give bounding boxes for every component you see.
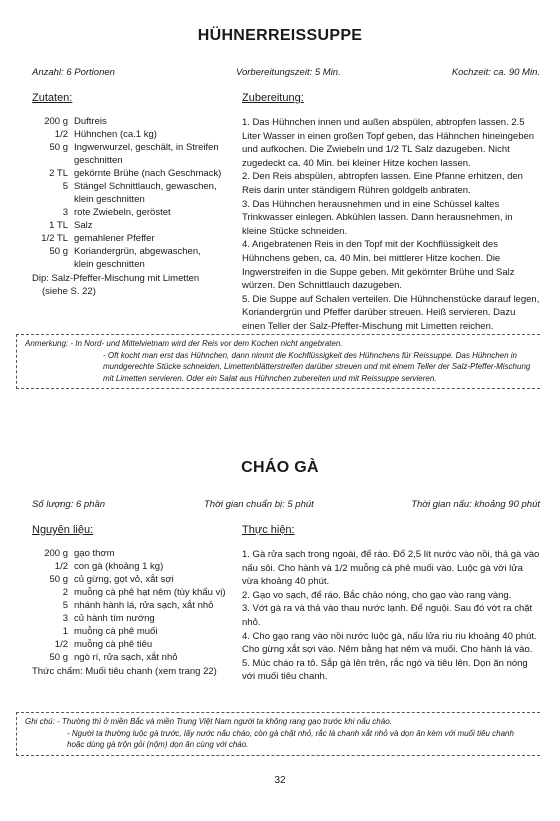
- ingredient-qty: 2 TL: [49, 168, 68, 179]
- step-text: 4. Angebratenen Reis in den Topf mit der Kochflüssigkeit des Hühnchens geben, ca. 40 Min. bei mittlerer Hitze kochen. Die Ingwerstreifen in die Suppe geben. Mit gekörnter Brühe und Salz würzen. Den Schnittlauch dazugeben.: [242, 239, 515, 292]
- step-text: 5. Múc cháo ra tô. Sắp gà lên trên, rắc ngò và tiêu lên. Dọn ăn nóng với muối tiêu chanh.: [242, 657, 528, 683]
- ingredient-row: [32, 167, 232, 180]
- ingredient-row: [32, 219, 232, 232]
- ingredient-name: Koriandergrün, abgewaschen,: [74, 246, 201, 257]
- ingredient-name: geschnitten: [74, 155, 123, 166]
- ingredient-row: [32, 547, 232, 560]
- ingredient-row: [32, 560, 232, 573]
- ingredient-row: [32, 258, 232, 271]
- ingredient-row: [32, 193, 232, 206]
- ingredient-qty: 50 g: [49, 652, 68, 663]
- ingredient-name: gạo thơm: [74, 548, 115, 559]
- prep-time-label: Vorbereitungszeit: 5 Min.: [236, 67, 341, 78]
- ingredient-name: rote Zwiebeln, geröstet: [74, 207, 171, 218]
- ingredient-name: Stängel Schnittlauch, gewaschen,: [74, 181, 217, 192]
- ingredient-qty: 5: [62, 181, 68, 192]
- ingredient-row: [32, 586, 232, 599]
- ingredients-heading: Nguyên liệu:: [32, 524, 94, 536]
- note-line: Ghi chú: - Thường thì ở miền Bắc và miền Trung Việt Nam người ta không rang gạo trước khi nấu cháo.: [25, 717, 392, 726]
- ingredient-qty: 3: [62, 207, 68, 218]
- ingredient-qty: [32, 258, 68, 271]
- note-box-vietnamese: [16, 712, 540, 756]
- ingredient-name: gekörnte Brühe (nach Geschmack): [74, 168, 222, 179]
- ingredient-row: [32, 154, 232, 167]
- note-line: - Người ta thường luộc gà trước, lấy nước nấu cháo, còn gà chặt nhỏ, rắc lá chanh xắt nhỏ và dọn ăn kèm với muối tiêu chanh hoặc dùng gà trộn gỏi (nộm) dọn ăn cùng với cháo.: [67, 728, 514, 749]
- ingredient-name: củ hành tím nướng: [74, 613, 155, 624]
- step-text: 3. Das Hühnchen herausnehmen und in eine Schüssel kaltes Trinkwasser einlegen. Abkühlen lassen. Dann herausnehmen, in kleine Stücke schneiden.: [242, 198, 513, 237]
- ingredient-row: [32, 141, 232, 154]
- ingredient-qty: 200 g: [44, 548, 68, 559]
- dip-reference: (siehe S. 22): [42, 286, 96, 297]
- dip-line: Dip: Salz-Pfeffer-Mischung mit Limetten: [32, 273, 200, 284]
- ingredient-qty: 1 TL: [49, 220, 68, 231]
- ingredient-qty: [32, 193, 68, 206]
- cook-time-label: Thời gian nấu: khoảng 90 phút: [411, 499, 540, 510]
- ingredient-row: [32, 612, 232, 625]
- ingredient-row: [32, 115, 232, 128]
- ingredient-qty: 200 g: [44, 116, 68, 127]
- ingredient-row: [32, 638, 232, 651]
- ingredient-name: muỗng cà phê hạt nêm (tùy khẩu vị): [74, 587, 226, 598]
- step-list-german: [242, 116, 540, 334]
- ingredient-name: klein geschnitten: [74, 194, 145, 205]
- ingredients-heading: Zutaten:: [32, 92, 73, 104]
- ingredient-list-vietnamese: [32, 547, 232, 678]
- ingredient-qty: 3: [62, 613, 68, 624]
- ingredient-name: ngò rí, rửa sạch, xắt nhỏ: [74, 652, 178, 663]
- step-text: 3. Vớt gà ra và thả vào thau nước lạnh. Để nguội. Sau đó vớt ra chặt nhỏ.: [242, 603, 533, 628]
- note-box-german: [16, 334, 540, 389]
- ingredient-row: [32, 180, 232, 193]
- step-text: 2. Den Reis abspülen, abtropfen lassen. Eine Pfanne erhitzen, den Reis darin unter ständigem Rühren goldgelb anbraten.: [242, 171, 523, 196]
- ingredient-name: Ingwerwurzel, geschält, in Streifen: [74, 142, 219, 153]
- ingredient-list-german: [32, 115, 232, 298]
- ingredient-row: [32, 573, 232, 586]
- ingredient-qty: 1/2: [54, 129, 68, 140]
- step-text: 1. Das Hühnchen innen und außen abspülen, abtropfen lassen. 2.5 Liter Wasser in einen großen Topf geben, das Hähnchen hineingeben und aufkochen. Die Zwiebeln und 1/2 TL Salz dazugeben. Nicht zugedeckt ca. 40 Min. bei kleiner Hitze kochen lassen.: [242, 117, 535, 169]
- ingredient-name: Duftreis: [74, 116, 107, 127]
- ingredient-qty: 50 g: [49, 142, 68, 153]
- page-number: 32: [274, 775, 286, 786]
- ingredient-row: [32, 128, 232, 141]
- cook-time-label: Kochzeit: ca. 90 Min.: [451, 67, 540, 78]
- step-text: 1. Gà rửa sạch trong ngoài, để ráo. Đổ 2,5 lít nước vào nồi, thả gà vào nấu sôi. Cho hành và 1/2 muỗng cà phê muối vào. Luộc gà với lửa vừa khoảng 40 phút.: [242, 549, 540, 588]
- portions-label: Số lượng: 6 phần: [32, 499, 106, 510]
- recipe-title-vietnamese: CHÁO GÀ: [241, 459, 319, 476]
- ingredient-qty: [32, 154, 68, 167]
- portions-label: Anzahl: 6 Portionen: [32, 67, 115, 78]
- ingredient-qty: 5: [62, 600, 68, 611]
- ingredient-name: Salz: [74, 220, 93, 231]
- ingredient-row: [32, 206, 232, 219]
- ingredient-name: gemahlener Pfeffer: [74, 233, 155, 244]
- ingredient-row: [32, 625, 232, 638]
- ingredient-row: [32, 599, 232, 612]
- ingredient-qty: 50 g: [49, 246, 68, 257]
- step-list-vietnamese: [242, 548, 540, 684]
- ingredient-name: nhánh hành lá, rửa sạch, xắt nhỏ: [74, 600, 214, 611]
- ingredient-qty: 1/2 TL: [41, 233, 68, 244]
- prep-time-label: Thời gian chuẩn bị: 5 phút: [204, 499, 314, 510]
- ingredient-name: muỗng cà phê tiêu: [74, 639, 153, 650]
- ingredient-qty: 1/2: [54, 639, 68, 650]
- note-line: - Oft kocht man erst das Hühnchen, dann nimmt die Kochflüssigkeit des Hühnchens für Reissuppe. Das Hühnchen in mundgerechte Stücke schneiden, Limettenblätterstreifen darüber streuen und mit einem Teller der Salz-Pfeffer-Mischung mit Limetten servieren. Oder ein Salat aus Hühnchen zubereiten und mit Reissuppe servieren.: [103, 350, 531, 383]
- dip-line: Thức chấm: Muối tiêu chanh (xem trang 22): [32, 666, 217, 677]
- ingredient-qty: 1: [62, 626, 68, 637]
- ingredient-row: [32, 245, 232, 258]
- steps-heading: Thực hiện:: [242, 524, 295, 536]
- ingredient-name: củ gừng, gọt vỏ, xắt sợi: [74, 574, 174, 585]
- ingredient-qty: 50 g: [49, 574, 68, 585]
- note-line: Anmerkung: - In Nord- und Mittelvietnam wird der Reis vor dem Kochen nicht angebraten.: [25, 339, 343, 348]
- recipe-title-german: HÜHNERREISSUPPE: [197, 27, 363, 44]
- ingredient-name: con gà (khoảng 1 kg): [74, 561, 164, 572]
- steps-heading: Zubereitung:: [242, 92, 304, 104]
- step-text: 2. Gạo vo sạch, để ráo. Bắc chảo nóng, cho gạo vào rang vàng.: [242, 589, 512, 601]
- ingredient-name: muỗng cà phê muối: [74, 626, 158, 637]
- step-text: 5. Die Suppe auf Schalen verteilen. Die Hühnchenstücke darauf legen, Koriandergrün und Pfeffer darüber streuen. Heiß servieren. Dazu einen Teller der Salz-Pfeffer-Mischung mit Limetten reichen.: [242, 293, 540, 332]
- ingredient-name: klein geschnitten: [74, 259, 145, 270]
- ingredient-name: Hühnchen (ca.1 kg): [74, 129, 157, 140]
- ingredient-row: [32, 232, 232, 245]
- ingredient-row: [32, 651, 232, 664]
- ingredient-qty: 2: [62, 587, 68, 598]
- step-text: 4. Cho gạo rang vào nồi nước luộc gà, nấu lửa riu riu khoảng 40 phút. Cho gừng xắt sợi vào. Nêm bằng hạt nêm và muối. Cho hành lá vào.: [242, 630, 537, 656]
- ingredient-qty: 1/2: [54, 561, 68, 572]
